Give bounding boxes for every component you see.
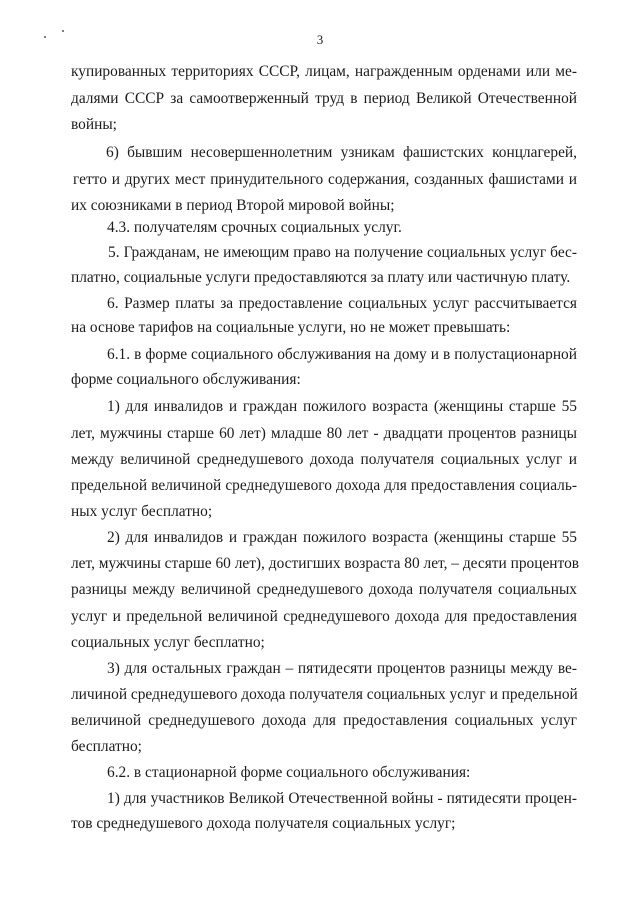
text-line: тов среднедушевого дохода получателя социальных услуг; [71, 815, 456, 832]
text-line: предельной величиной среднедушевого дохода для предоставления социаль- [71, 477, 577, 494]
text-line: 1) для участников Великой Отечественной войны - пятидесяти процен- [107, 790, 577, 807]
text-line: 6. Размер платы за предоставление социальных услуг рассчитывается [107, 295, 577, 312]
text-line: купированных территориях СССР, лицам, награжденным орденами или ме- [71, 63, 577, 80]
text-line: 4.3. получателям срочных социальных услуг. [107, 219, 402, 236]
text-line: услуг и предельной величиной среднедушевого дохода для предоставления [71, 608, 577, 625]
text-line: бесплатно; [71, 738, 142, 755]
scan-speck [62, 30, 64, 32]
text-line: 2) для инвалидов и граждан пожилого возраста (женщины старше 55 [107, 529, 577, 546]
page-number: 3 [316, 32, 324, 47]
text-line: гетто и других мест принудительного содержания, созданных фашистами и [73, 171, 577, 188]
text-line: далями СССР за самоотверженный труд в период Великой Отечественной [71, 90, 577, 107]
text-line: платно, социальные услуги предоставляются за плату или частичную плату. [71, 269, 571, 286]
text-line: 3) для остальных граждан – пятидесяти процентов разницы между ве- [107, 660, 577, 677]
text-line: на основе тарифов на социальные услуги, но не может превышать: [71, 319, 511, 336]
text-line: личиной среднедушевого дохода получателя социальных услуг и предельной [71, 686, 578, 703]
text-line: социальных услуг бесплатно; [71, 634, 265, 651]
text-line: 6.2. в стационарной форме социального обслуживания: [107, 764, 471, 781]
text-line: 6.1. в форме социального обслуживания на дому и в полустационарной [107, 346, 577, 363]
text-line: войны; [71, 116, 117, 133]
text-line: 5. Гражданам, не имеющим право на получение социальных услуг бес- [108, 244, 577, 261]
text-line: лет, мужчины старше 60 лет), достигших возраста 80 лет, – десяти процентов [71, 555, 580, 572]
text-line: величиной среднедушевого дохода для предоставления социальных услуг [71, 712, 577, 729]
text-line: между величиной среднедушевого дохода получателя социальных услуг и [71, 451, 577, 468]
text-line: 1) для инвалидов и граждан пожилого возраста (женщины старше 55 [107, 398, 577, 415]
text-line: ных услуг бесплатно; [71, 503, 213, 520]
text-line: их союзниками в период Второй мировой войны; [71, 197, 395, 214]
text-line: 6) бывшим несовершеннолетним узникам фашистских концлагерей, [106, 144, 577, 161]
text-line: разницы между величиной среднедушевого дохода получателя социальных [71, 581, 577, 598]
text-line: лет, мужчины старше 60 лет) младше 80 лет - двадцати процентов разницы [71, 425, 577, 442]
scan-speck [44, 36, 46, 38]
text-line: форме социального обслуживания: [71, 371, 301, 388]
